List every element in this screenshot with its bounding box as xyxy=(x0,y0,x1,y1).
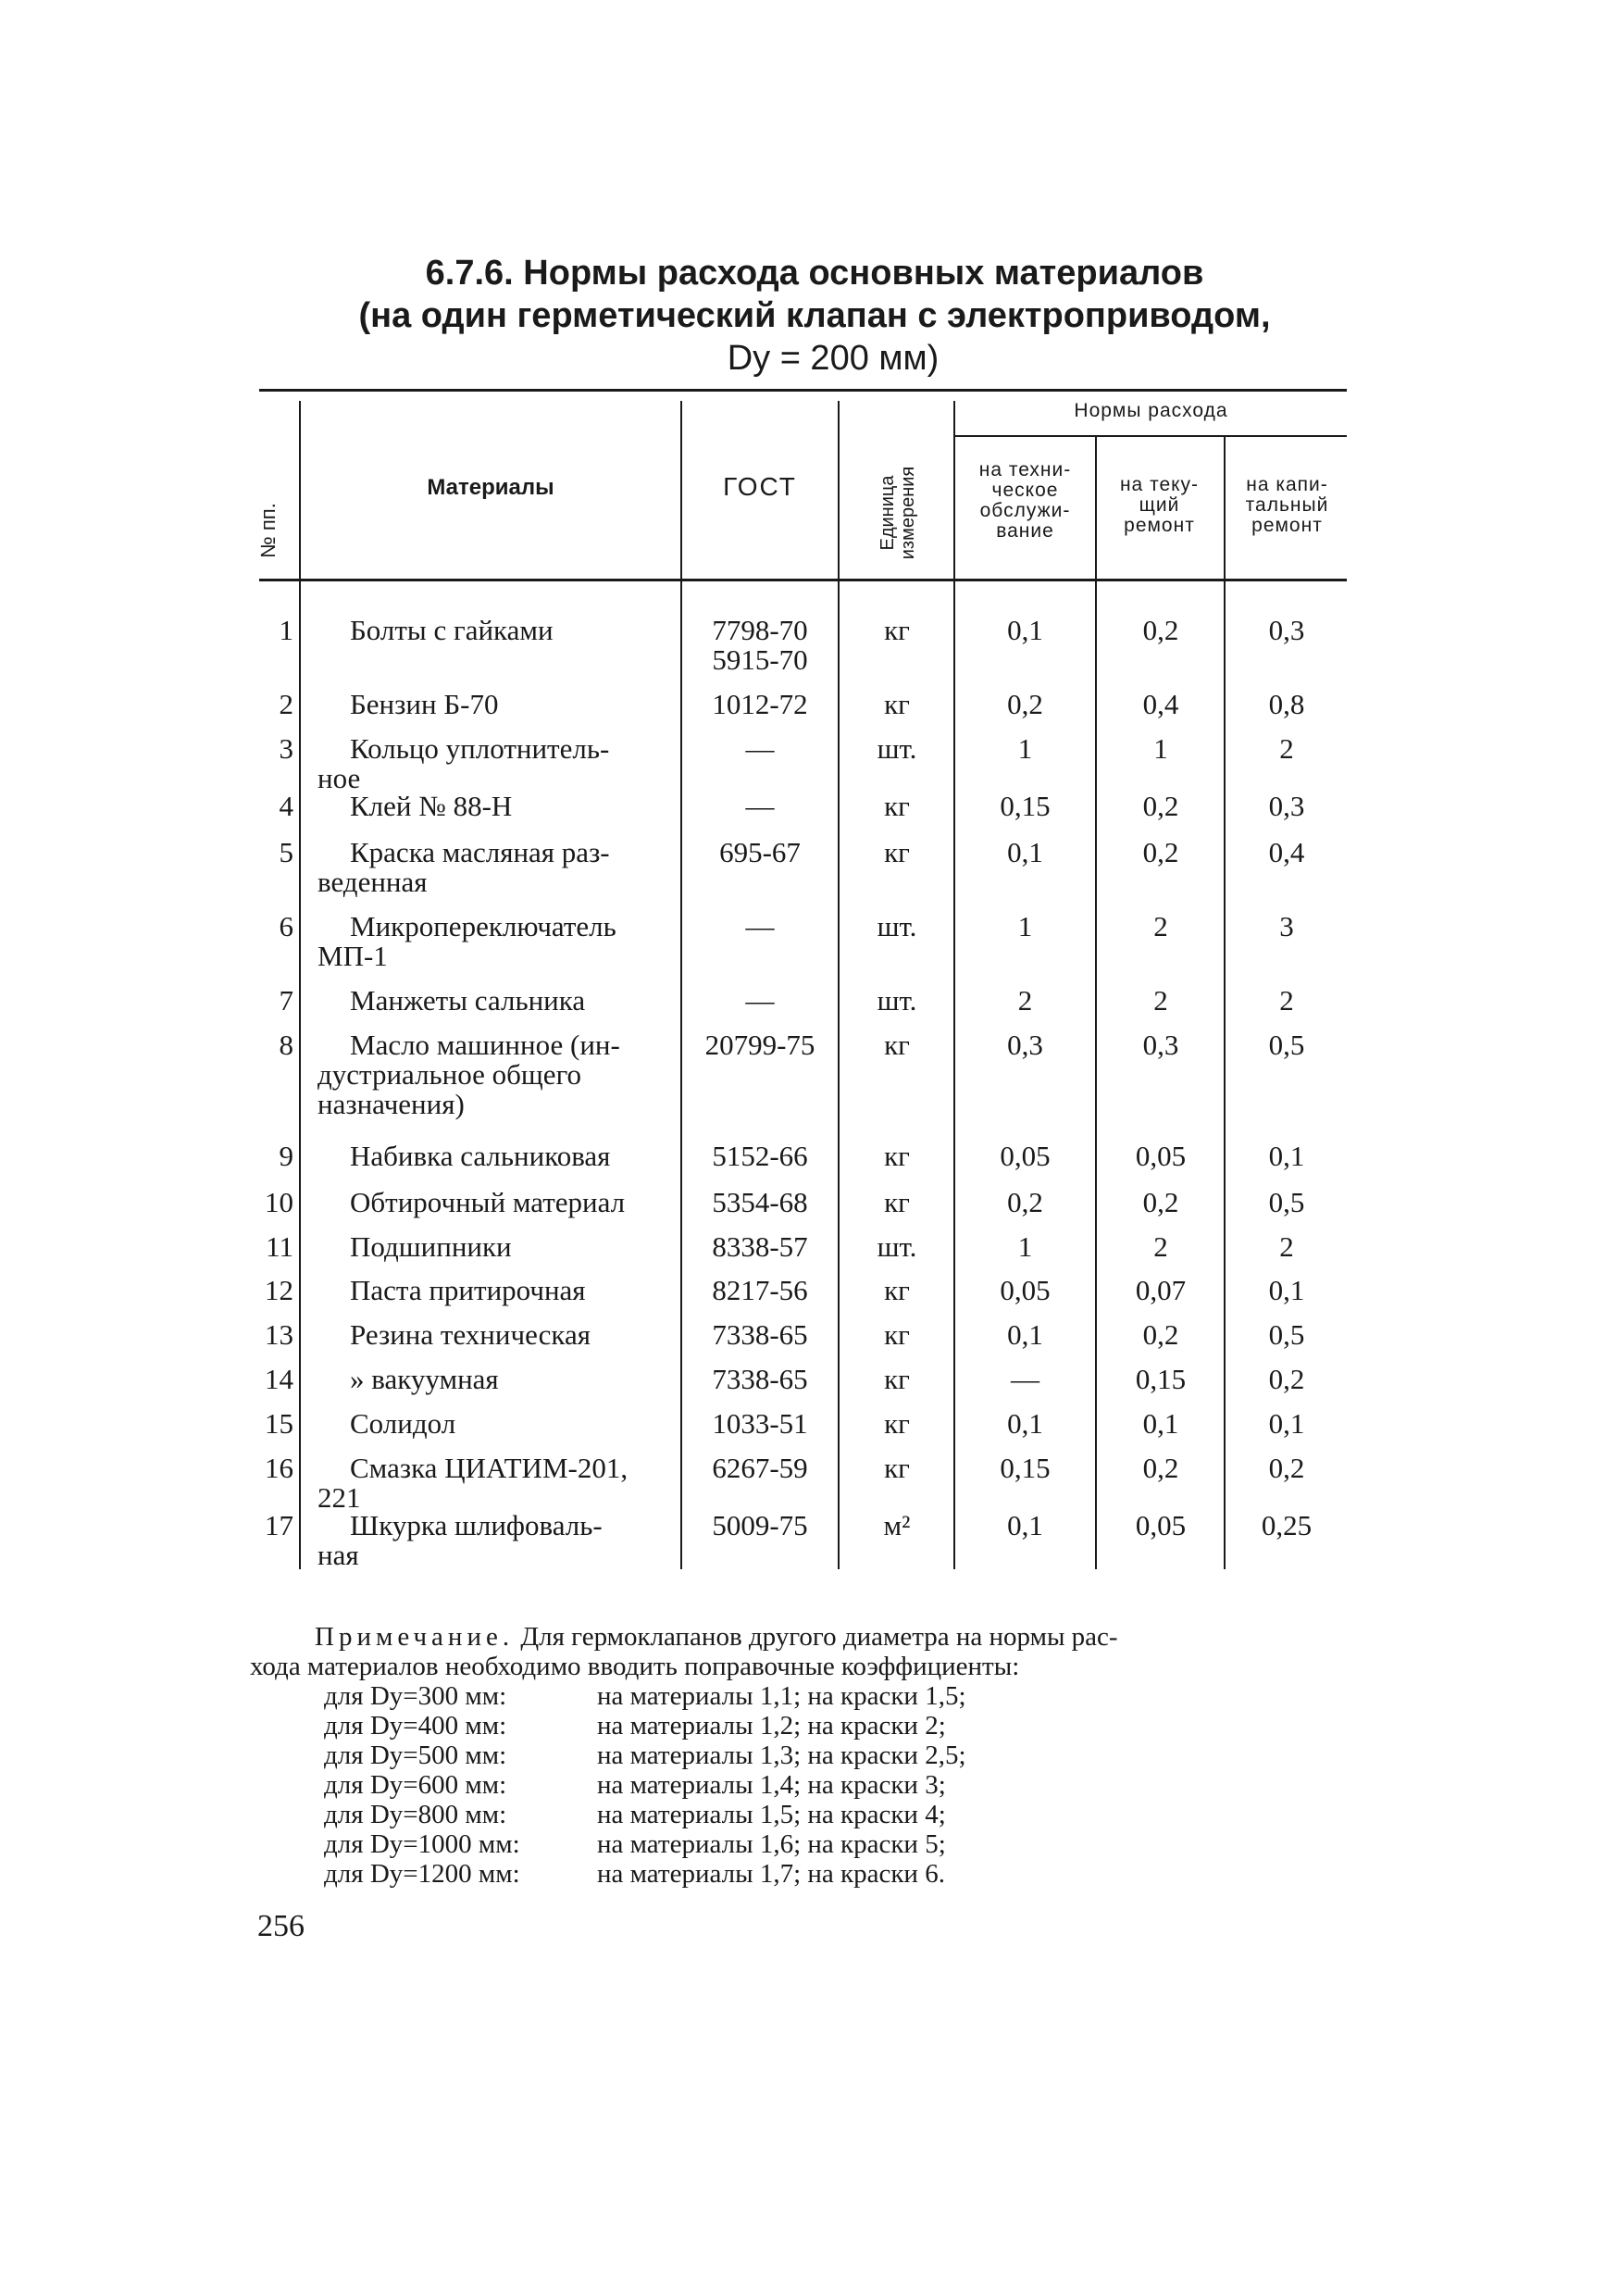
row-number: 4 xyxy=(279,790,293,822)
gost-line: 5354-68 xyxy=(712,1186,808,1218)
row-capital: 2 xyxy=(1279,732,1294,765)
row-material xyxy=(317,1142,678,1171)
row-current: 0,2 xyxy=(1142,614,1179,646)
header-norms: Нормы расхода xyxy=(1074,400,1228,421)
row-number: 10 xyxy=(265,1186,293,1218)
row-gost xyxy=(685,690,835,719)
gost-line: — xyxy=(745,732,775,765)
material-line: Манжеты сальника xyxy=(350,984,586,1017)
row-maintenance: 1 xyxy=(1017,910,1033,942)
row-gost xyxy=(685,912,835,942)
note-row xyxy=(324,1741,1370,1770)
row-capital: 0,3 xyxy=(1268,614,1305,646)
row-current: 0,05 xyxy=(1135,1509,1187,1541)
row-gost xyxy=(685,1511,835,1541)
note-coefficient: на материалы 1,7; на краски 6. xyxy=(597,1859,945,1889)
row-capital: 0,5 xyxy=(1268,1186,1305,1218)
material-line: Масло машинное (ин- xyxy=(350,1029,620,1061)
col-divider-2 xyxy=(680,401,682,1569)
row-gost xyxy=(685,1320,835,1350)
title-line-3: Dу = 200 мм) xyxy=(727,339,940,378)
row-current: 0,3 xyxy=(1142,1029,1179,1061)
col-divider-6 xyxy=(1224,437,1226,1569)
note-diameter: для Dу=1200 мм: xyxy=(324,1859,520,1889)
row-unit: шт. xyxy=(877,732,917,765)
material-line: Кольцо уплотнитель- xyxy=(350,732,610,765)
row-material xyxy=(317,1276,678,1305)
row-gost xyxy=(685,986,835,1016)
gost-line: 695-67 xyxy=(719,836,801,868)
gost-line: 8338-57 xyxy=(712,1230,808,1263)
note-text-2: хода материалов необходимо вводить поправочные коэффициенты: xyxy=(250,1652,1020,1681)
row-capital: 0,3 xyxy=(1268,790,1305,822)
row-unit: кг xyxy=(884,1363,910,1395)
row-gost xyxy=(685,1232,835,1262)
gost-line: 8217-56 xyxy=(712,1274,808,1306)
row-material xyxy=(317,690,678,719)
gost-line: 20799-75 xyxy=(704,1029,815,1061)
gost-line: 7338-65 xyxy=(712,1318,808,1351)
row-material xyxy=(317,1232,678,1262)
title-line-2: (на один герметический клапан с электроприводом, xyxy=(358,296,1271,335)
row-unit: кг xyxy=(884,790,910,822)
row-number: 5 xyxy=(279,836,293,868)
gost-line: 1012-72 xyxy=(712,688,808,720)
row-number: 11 xyxy=(266,1230,293,1263)
row-unit: кг xyxy=(884,836,910,868)
row-current: 0,4 xyxy=(1142,688,1179,720)
gost-line: 7338-65 xyxy=(712,1363,808,1395)
gost-line: 1033-51 xyxy=(712,1407,808,1440)
material-line: Смазка ЦИАТИМ-201, xyxy=(350,1452,629,1484)
row-capital: 0,8 xyxy=(1268,688,1305,720)
row-current: 2 xyxy=(1153,910,1168,942)
row-unit: кг xyxy=(884,1029,910,1061)
note-coefficient: на материалы 1,6; на краски 5; xyxy=(597,1829,946,1859)
row-unit: шт. xyxy=(877,984,917,1017)
row-gost xyxy=(685,1409,835,1439)
gost-line: 5152-66 xyxy=(712,1140,808,1172)
row-gost xyxy=(685,1142,835,1171)
material-line: Болты с гайками xyxy=(350,614,554,646)
material-line: ное xyxy=(317,762,361,794)
row-current: 0,05 xyxy=(1135,1140,1187,1172)
row-number: 15 xyxy=(265,1407,293,1440)
row-capital: 0,1 xyxy=(1268,1407,1305,1440)
row-gost xyxy=(685,1454,835,1483)
row-maintenance: 0,3 xyxy=(1007,1029,1043,1061)
material-line: Паста притирочная xyxy=(350,1274,586,1306)
row-capital: 0,2 xyxy=(1268,1363,1305,1395)
material-line: 221 xyxy=(317,1481,361,1514)
row-maintenance: 0,1 xyxy=(1007,614,1043,646)
row-unit: кг xyxy=(884,1186,910,1218)
row-material xyxy=(317,1030,678,1119)
page-number: 256 xyxy=(257,1909,305,1943)
row-maintenance: 0,05 xyxy=(1000,1274,1051,1306)
row-capital: 0,4 xyxy=(1268,836,1305,868)
row-material xyxy=(317,1365,678,1394)
row-number: 1 xyxy=(279,614,293,646)
row-current: 1 xyxy=(1153,732,1168,765)
row-gost xyxy=(685,792,835,821)
row-maintenance: 1 xyxy=(1017,732,1033,765)
gost-line: 6267-59 xyxy=(712,1452,808,1484)
row-unit: шт. xyxy=(877,1230,917,1263)
note-diameter: для Dу=600 мм: xyxy=(324,1770,507,1800)
row-material xyxy=(317,1320,678,1350)
material-line: Солидол xyxy=(350,1407,456,1440)
row-maintenance: 1 xyxy=(1017,1230,1033,1263)
material-line: Обтирочный материал xyxy=(350,1186,626,1218)
note-row xyxy=(324,1829,1370,1859)
gost-line: 7798-70 xyxy=(712,614,808,646)
note-diameter: для Dу=300 мм: xyxy=(324,1681,507,1711)
gost-line: 5915-70 xyxy=(712,643,808,676)
row-gost xyxy=(685,1188,835,1217)
row-maintenance: 0,05 xyxy=(1000,1140,1051,1172)
row-number: 12 xyxy=(265,1274,293,1306)
material-line: Резина техническая xyxy=(350,1318,591,1351)
material-line: дустриальное общего xyxy=(317,1058,582,1091)
material-line: Краска масляная раз- xyxy=(350,836,610,868)
row-capital: 2 xyxy=(1279,1230,1294,1263)
row-maintenance: 0,1 xyxy=(1007,1407,1043,1440)
col-divider-3 xyxy=(838,401,840,1569)
header-current: на теку- щий ремонт xyxy=(1119,474,1200,536)
row-maintenance: 0,1 xyxy=(1007,836,1043,868)
note-text-1: Для гермоклапанов другого диаметра на нормы рас- xyxy=(520,1622,1118,1652)
row-current: 0,2 xyxy=(1142,790,1179,822)
row-number: 6 xyxy=(279,910,293,942)
gost-line: 5009-75 xyxy=(712,1509,808,1541)
row-capital: 0,25 xyxy=(1261,1509,1313,1541)
material-line: Микропереключатель xyxy=(350,910,616,942)
row-number: 7 xyxy=(279,984,293,1017)
norms-subheader-rule xyxy=(953,435,1347,437)
row-capital: 0,5 xyxy=(1268,1318,1305,1351)
row-current: 0,07 xyxy=(1135,1274,1187,1306)
row-capital: 0,5 xyxy=(1268,1029,1305,1061)
row-material xyxy=(317,792,678,821)
row-unit: кг xyxy=(884,614,910,646)
row-number: 9 xyxy=(279,1140,293,1172)
row-unit: кг xyxy=(884,1407,910,1440)
title-line-1: 6.7.6. Нормы расхода основных материалов xyxy=(425,254,1204,293)
row-material xyxy=(317,912,678,971)
note-row xyxy=(324,1770,1370,1800)
row-gost xyxy=(685,1030,835,1060)
row-number: 14 xyxy=(265,1363,293,1395)
material-line: веденная xyxy=(317,866,428,898)
row-maintenance: 2 xyxy=(1017,984,1033,1017)
row-current: 0,1 xyxy=(1142,1407,1179,1440)
material-line: Шкурка шлифоваль- xyxy=(350,1509,603,1541)
note-diameter: для Dу=1000 мм: xyxy=(324,1829,520,1859)
row-current: 0,15 xyxy=(1135,1363,1187,1395)
row-maintenance: 0,1 xyxy=(1007,1509,1043,1541)
row-maintenance: 0,15 xyxy=(1000,1452,1051,1484)
header-num: № пп. xyxy=(256,503,280,558)
row-maintenance: 0,15 xyxy=(1000,790,1051,822)
row-unit: шт. xyxy=(877,910,917,942)
row-capital: 2 xyxy=(1279,984,1294,1017)
material-line: ная xyxy=(317,1539,359,1571)
row-capital: 0,1 xyxy=(1268,1140,1305,1172)
note-label: Примечание. xyxy=(315,1622,515,1652)
note-coefficient: на материалы 1,2; на краски 2; xyxy=(597,1711,946,1741)
note-row xyxy=(324,1859,1370,1889)
gost-line: — xyxy=(745,790,775,822)
row-material xyxy=(317,1188,678,1217)
page-title xyxy=(259,252,1370,380)
row-gost xyxy=(685,616,835,675)
note-diameter: для Dу=500 мм: xyxy=(324,1741,507,1770)
col-divider-4 xyxy=(953,401,955,1569)
row-current: 0,2 xyxy=(1142,1452,1179,1484)
note-row xyxy=(324,1800,1370,1829)
row-number: 8 xyxy=(279,1029,293,1061)
row-material xyxy=(317,1409,678,1439)
material-line: Клей № 88-Н xyxy=(350,790,513,822)
row-number: 17 xyxy=(265,1509,293,1541)
row-material xyxy=(317,838,678,897)
note-coefficient: на материалы 1,5; на краски 4; xyxy=(597,1800,946,1829)
row-unit: кг xyxy=(884,1452,910,1484)
note-coefficient: на материалы 1,1; на краски 1,5; xyxy=(597,1681,966,1711)
note-coefficient: на материалы 1,3; на краски 2,5; xyxy=(597,1741,966,1770)
material-line: МП-1 xyxy=(317,940,388,972)
row-gost xyxy=(685,734,835,764)
row-maintenance: 0,2 xyxy=(1007,688,1043,720)
row-current: 2 xyxy=(1153,984,1168,1017)
row-gost xyxy=(685,838,835,867)
header-capital: на капи- тальный ремонт xyxy=(1245,474,1329,536)
row-unit: кг xyxy=(884,688,910,720)
row-current: 0,2 xyxy=(1142,1318,1179,1351)
row-maintenance: 0,2 xyxy=(1007,1186,1043,1218)
row-unit: кг xyxy=(884,1140,910,1172)
row-unit: м² xyxy=(883,1509,911,1541)
row-number: 3 xyxy=(279,732,293,765)
row-number: 13 xyxy=(265,1318,293,1351)
header-bottom-rule xyxy=(259,579,1347,581)
row-material xyxy=(317,986,678,1016)
note-diameter: для Dу=400 мм: xyxy=(324,1711,507,1741)
header-material: Материалы xyxy=(427,475,554,500)
row-maintenance: 0,1 xyxy=(1007,1318,1043,1351)
row-capital: 3 xyxy=(1279,910,1294,942)
note-block xyxy=(250,1622,1370,1889)
header-maintenance: на техни- ческое обслужи- вание xyxy=(978,459,1072,542)
row-number: 16 xyxy=(265,1452,293,1484)
material-line: назначения) xyxy=(317,1088,465,1120)
row-capital: 0,1 xyxy=(1268,1274,1305,1306)
row-material xyxy=(317,1511,678,1570)
row-number: 2 xyxy=(279,688,293,720)
material-line: » вакуумная xyxy=(350,1363,499,1395)
row-material xyxy=(317,616,678,645)
note-coefficients xyxy=(324,1681,1370,1889)
header-gost: ГОСТ xyxy=(723,472,797,501)
row-unit: кг xyxy=(884,1318,910,1351)
gost-line: — xyxy=(745,910,775,942)
row-current: 0,2 xyxy=(1142,836,1179,868)
row-current: 0,2 xyxy=(1142,1186,1179,1218)
row-material xyxy=(317,1454,678,1513)
material-line: Набивка сальниковая xyxy=(350,1140,611,1172)
material-line: Подшипники xyxy=(350,1230,512,1263)
col-divider-5 xyxy=(1095,437,1097,1569)
row-unit: кг xyxy=(884,1274,910,1306)
row-gost xyxy=(685,1276,835,1305)
header-unit: Единица измерения xyxy=(877,466,918,560)
row-gost xyxy=(685,1365,835,1394)
row-material xyxy=(317,734,678,793)
note-diameter: для Dу=800 мм: xyxy=(324,1800,507,1829)
gost-line: — xyxy=(745,984,775,1017)
note-row xyxy=(324,1681,1370,1711)
row-capital: 0,2 xyxy=(1268,1452,1305,1484)
row-maintenance: — xyxy=(1011,1363,1039,1395)
note-coefficient: на материалы 1,4; на краски 3; xyxy=(597,1770,946,1800)
row-current: 2 xyxy=(1153,1230,1168,1263)
note-row xyxy=(324,1711,1370,1741)
material-line: Бензин Б-70 xyxy=(350,688,499,720)
table-top-rule xyxy=(259,389,1347,392)
col-divider-1 xyxy=(299,401,301,1569)
